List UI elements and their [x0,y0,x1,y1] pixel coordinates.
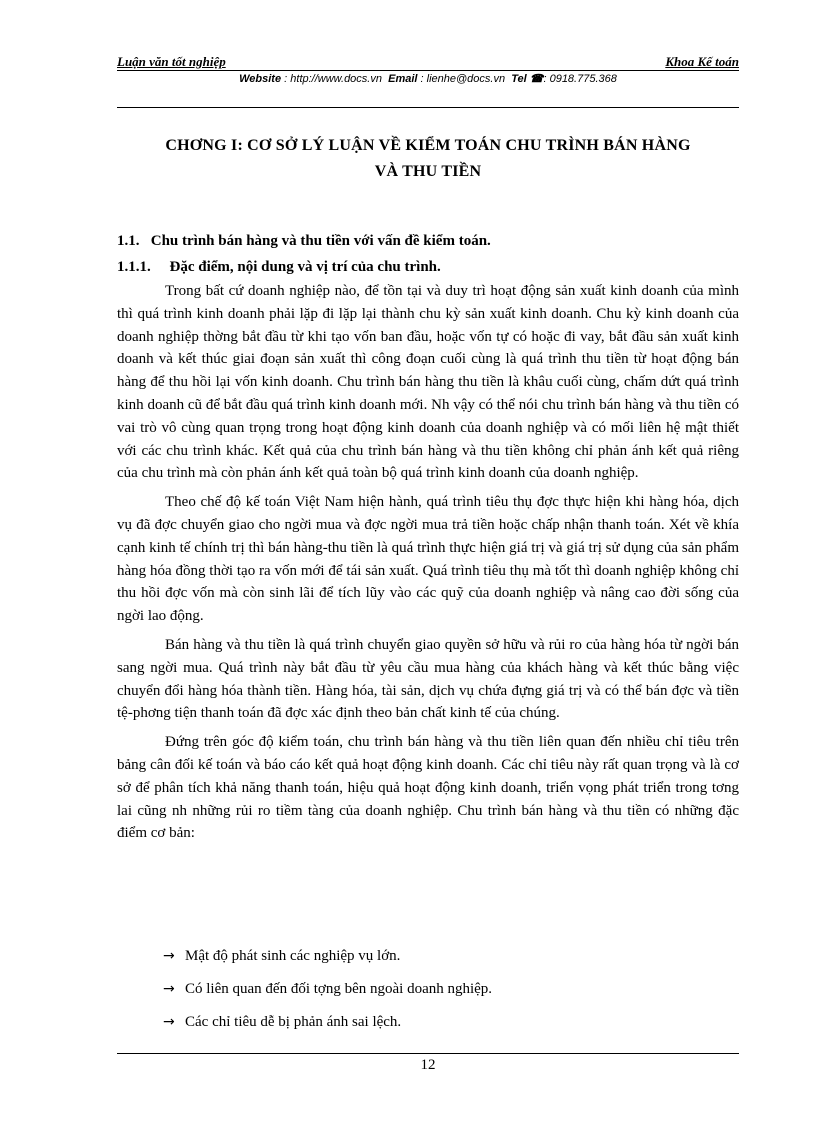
email-label: Email [388,73,418,85]
website-value: : http://www.docs.vn [284,73,382,85]
section-heading [117,233,491,250]
paragraph: Bán hàng và thu tiền là quá trình chuyển giao quyền sở hữu và rủi ro của hàng hóa từ ngời bán sang ngời mua. Quá trình này bắt đầu từ yêu cầu mua hàng của khách hàng và kết thúc bằng việc chuyển đổi hàng hóa thành tiền. Hàng hóa, tài sản, dịch vụ chứa đựng giá trị và có thể bán đợc và tiền tệ-phơng tiện thanh toán đã đợc xác định theo bản chất kinh tế của chúng. [117,636,739,722]
arrow-right-icon: → [163,981,175,997]
section-number: 1.1. [117,233,140,249]
subsection-number: 1.1.1. [117,259,151,275]
list-item-text: Các chỉ tiêu dễ bị phản ánh sai lệch. [185,1014,402,1030]
list-item [163,978,492,1005]
body-text [117,280,739,845]
feature-list [163,945,492,1038]
footer-divider [117,1053,739,1054]
list-item-text: Mật độ phát sinh các nghiệp vụ lớn. [185,948,401,964]
chapter-title-line-1: CHƠNG I: CƠ SỞ LÝ LUẬN VỀ KIỂM TOÁN CHU TRÌNH BÁN HÀNG [165,137,691,154]
paragraph: Theo chế độ kế toán Việt Nam hiện hành, quá trình tiêu thụ đợc thực hiện khi hàng hóa, dịch vụ đã đợc chuyển giao cho ngời mua và đợc ngời mua trả tiền hoặc chấp nhận thanh toán. Xét về khía cạnh kinh tế chính trị thì bán hàng-thu tiền là quá trình thực hiện giá trị và giá trị sử dụng của sản phẩm hàng hóa đồng thời tạo ra vốn mới để tái sản xuất. Quá trình tiêu thụ mà tốt thì doanh nghiệp không chỉ thu hồi đợc vốn mà còn sinh lãi để tích lũy vào các quỹ của doanh nghiệp và nâng cao đời sống của ngời lao động. [117,494,739,625]
arrow-right-icon: → [163,948,175,964]
list-item [163,945,492,972]
list-item [163,1011,492,1038]
phone-icon: ☎ [529,73,544,85]
subsection-heading [117,259,441,276]
subsection-title: Đặc điểm, nội dung và vị trí của chu trình. [169,259,441,275]
header-thesis-label: Luận văn tốt nghiệp [117,54,226,69]
tel-label: Tel [511,73,527,85]
tel-value: : 0918.775.368 [543,73,617,85]
section-title: Chu trình bán hàng và thu tiền với vấn đề kiểm toán. [150,233,491,249]
chapter-title-line-2: VÀ THU TIỀN [374,163,482,180]
paragraph: Trong bất cứ doanh nghiệp nào, để tồn tại và duy trì hoạt động sản xuất kinh doanh của mình thì quá trình kinh doanh phải lặp đi lặp lại thành chu kỳ sản xuất kinh doanh. Chu kỳ kinh doanh của doanh nghiệp thờng bắt đầu từ khi tạo vốn ban đầu, hoặc vốn tự có hoặc đi vay, bắt đầu sản xuất kinh doanh và kết thúc giai đoạn sản xuất thì công đoạn cuối cùng là quá trình thu tiền từ hoạt động bán hàng để thu hồi lại vốn kinh doanh. Chu trình bán hàng thu tiền là khâu cuối cùng, chấm dứt quá trình kinh doanh cũ để bắt đầu quá trình kinh doanh mới. Nh vậy có thể nói chu trình bán hàng và thu tiền có vai trò vô cùng quan trọng trong hoạt động kinh doanh của doanh nghiệp và có mối liên hệ mật thiết với các chu trình khác. Kết quả của chu trình bán hàng và thu tiền không chỉ phản ánh kết quả riêng của chu trình mà còn phản ánh kết quả toàn bộ quá trình kinh doanh của doanh nghiệp. [117,283,739,482]
list-item-text: Có liên quan đến đối tợng bên ngoài doanh nghiệp. [185,981,493,997]
chapter-title [117,133,739,185]
email-value: : lienhe@docs.vn [420,73,506,85]
header-divider [117,70,739,71]
paragraph: Đứng trên góc độ kiểm toán, chu trình bán hàng và thu tiền liên quan đến nhiều chỉ tiêu trên bảng cân đối kế toán và báo cáo kết quả hoạt động kinh doanh. Các chỉ tiêu này rất quan trọng và là cơ sở để phân tích khả năng thanh toán, hiệu quả hoạt động kinh doanh, triển vọng phát triển trong tơng lai cũng nh những rủi ro tiềm tàng của doanh nghiệp. Chu trình bán hàng và thu tiền có những đặc điểm cơ bản: [117,734,739,842]
contact-line [117,72,739,85]
header-department-label: Khoa Kế toán [665,54,739,69]
website-label: Website [239,73,282,85]
arrow-right-icon: → [163,1014,175,1030]
header-bottom-divider [117,107,739,108]
page-number: 12 [420,1057,436,1073]
